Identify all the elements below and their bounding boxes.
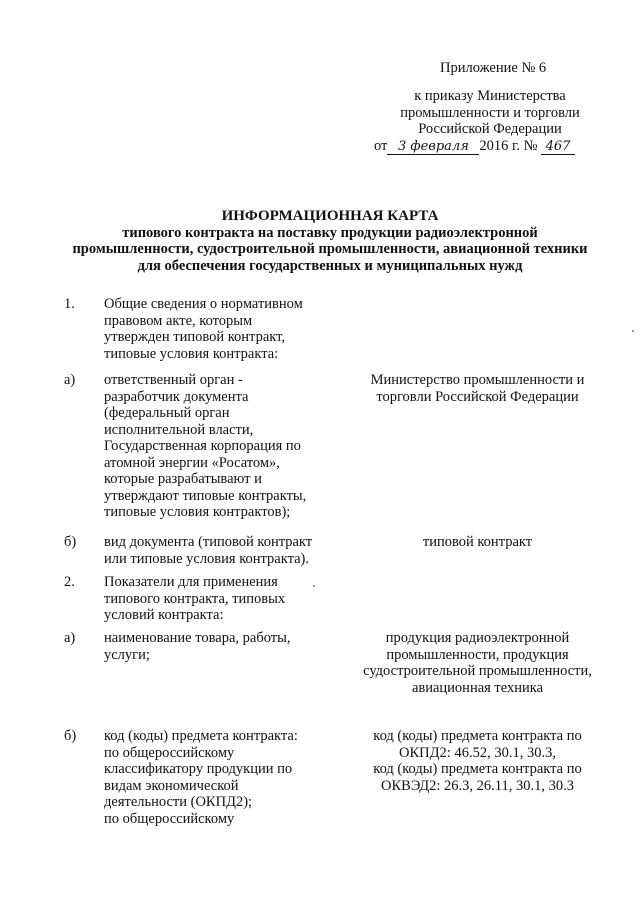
text-line: типовые условия контракта:: [104, 345, 279, 362]
text-line: услуги;: [104, 646, 150, 663]
text-line: авиационная техника: [411, 679, 544, 696]
text-line: правовом акте, которым: [104, 312, 253, 329]
scan-speck: [313, 585, 315, 587]
text-line: видам экономической: [104, 777, 239, 794]
heading-line: промышленности, судостроительной промышленности, авиационной техники: [72, 241, 588, 257]
text-line: утверждают типовые контракты,: [104, 487, 307, 504]
text-line: типовые условия контрактов);: [104, 504, 291, 520]
item-right-text: [345, 534, 610, 551]
text-line: утвержден типовой контракт,: [104, 329, 285, 345]
text-line: судостроительной промышленности,: [363, 663, 592, 679]
text-line: код (коды) предмета контракта по: [373, 761, 582, 777]
text-line: код (коды) предмета контракта:: [104, 728, 298, 744]
item-right-text: [345, 630, 610, 696]
heading-line: типового контракта на поставку продукции радиоэлектронной: [122, 224, 538, 241]
item-left-text: [104, 574, 334, 624]
text-line: вид документа (типовой контракт: [104, 534, 313, 550]
text-line: Министерство промышленности и: [370, 372, 585, 388]
item-left-text: [104, 630, 334, 663]
order-line: Российской Федерации: [418, 121, 562, 137]
appendix-label: Приложение № 6: [440, 60, 547, 76]
text-line: ответственный орган -: [104, 372, 243, 388]
item-left-text: [104, 372, 334, 521]
item-number: 1.: [64, 296, 75, 312]
date-prefix: от: [374, 138, 388, 154]
text-line: код (коды) предмета контракта по: [373, 728, 582, 744]
item-left-text: [104, 534, 334, 567]
text-line: наименование товара, работы,: [104, 630, 291, 646]
heading-line: для обеспечения государственных и муниципальных нужд: [137, 257, 523, 274]
document-heading: [30, 208, 630, 274]
text-line: исполнительной власти,: [104, 421, 254, 438]
text-line: типового контракта, типовых: [104, 590, 286, 607]
document-title: ИНФОРМАЦИОННАЯ КАРТА: [221, 208, 439, 224]
item-number: а): [64, 630, 76, 646]
text-line: Государственная корпорация по: [104, 438, 301, 454]
order-line: к приказу Министерства: [414, 88, 566, 104]
text-line: деятельности (ОКПД2);: [104, 794, 253, 810]
handwritten-number: 467: [541, 140, 575, 155]
scan-speck: [632, 330, 634, 332]
order-line: промышленности и торговли: [400, 104, 580, 121]
order-reference: [380, 88, 600, 138]
text-line: промышленности, продукция: [386, 646, 569, 663]
item-right-text: [345, 728, 610, 794]
text-line: условий контракта:: [104, 607, 224, 623]
item-number: а): [64, 372, 76, 388]
text-line: классификатору продукции по: [104, 761, 293, 777]
text-line: ОКПД2: 46.52, 30.1, 30.3,: [399, 744, 556, 761]
text-line: типовой контракт: [422, 534, 533, 550]
text-line: атомной энергии «Росатом»,: [104, 454, 280, 471]
item-right-text: [345, 372, 610, 405]
text-line: продукция радиоэлектронной: [385, 630, 570, 646]
text-line: или типовые условия контракта).: [104, 550, 309, 567]
item-number: 2.: [64, 574, 75, 590]
text-line: по общероссийскому: [104, 810, 235, 827]
item-left-text: [104, 296, 334, 362]
item-number: б): [64, 728, 77, 744]
order-date-line: [374, 138, 575, 155]
text-line: разработчик документа: [104, 388, 249, 405]
text-line: ОКВЭД2: 26.3, 26.11, 30.1, 30.3: [381, 777, 574, 794]
text-line: которые разрабатывают и: [104, 471, 262, 487]
item-number: б): [64, 534, 77, 550]
text-line: торговли Российской Федерации: [376, 388, 579, 405]
item-left-text: [104, 728, 334, 827]
text-line: (федеральный орган: [104, 405, 230, 421]
date-year: 2016 г. №: [479, 138, 538, 154]
handwritten-date: 3 февраля: [387, 140, 479, 155]
text-line: по общероссийскому: [104, 744, 235, 761]
text-line: Общие сведения о нормативном: [104, 296, 303, 312]
text-line: Показатели для применения: [104, 574, 278, 590]
